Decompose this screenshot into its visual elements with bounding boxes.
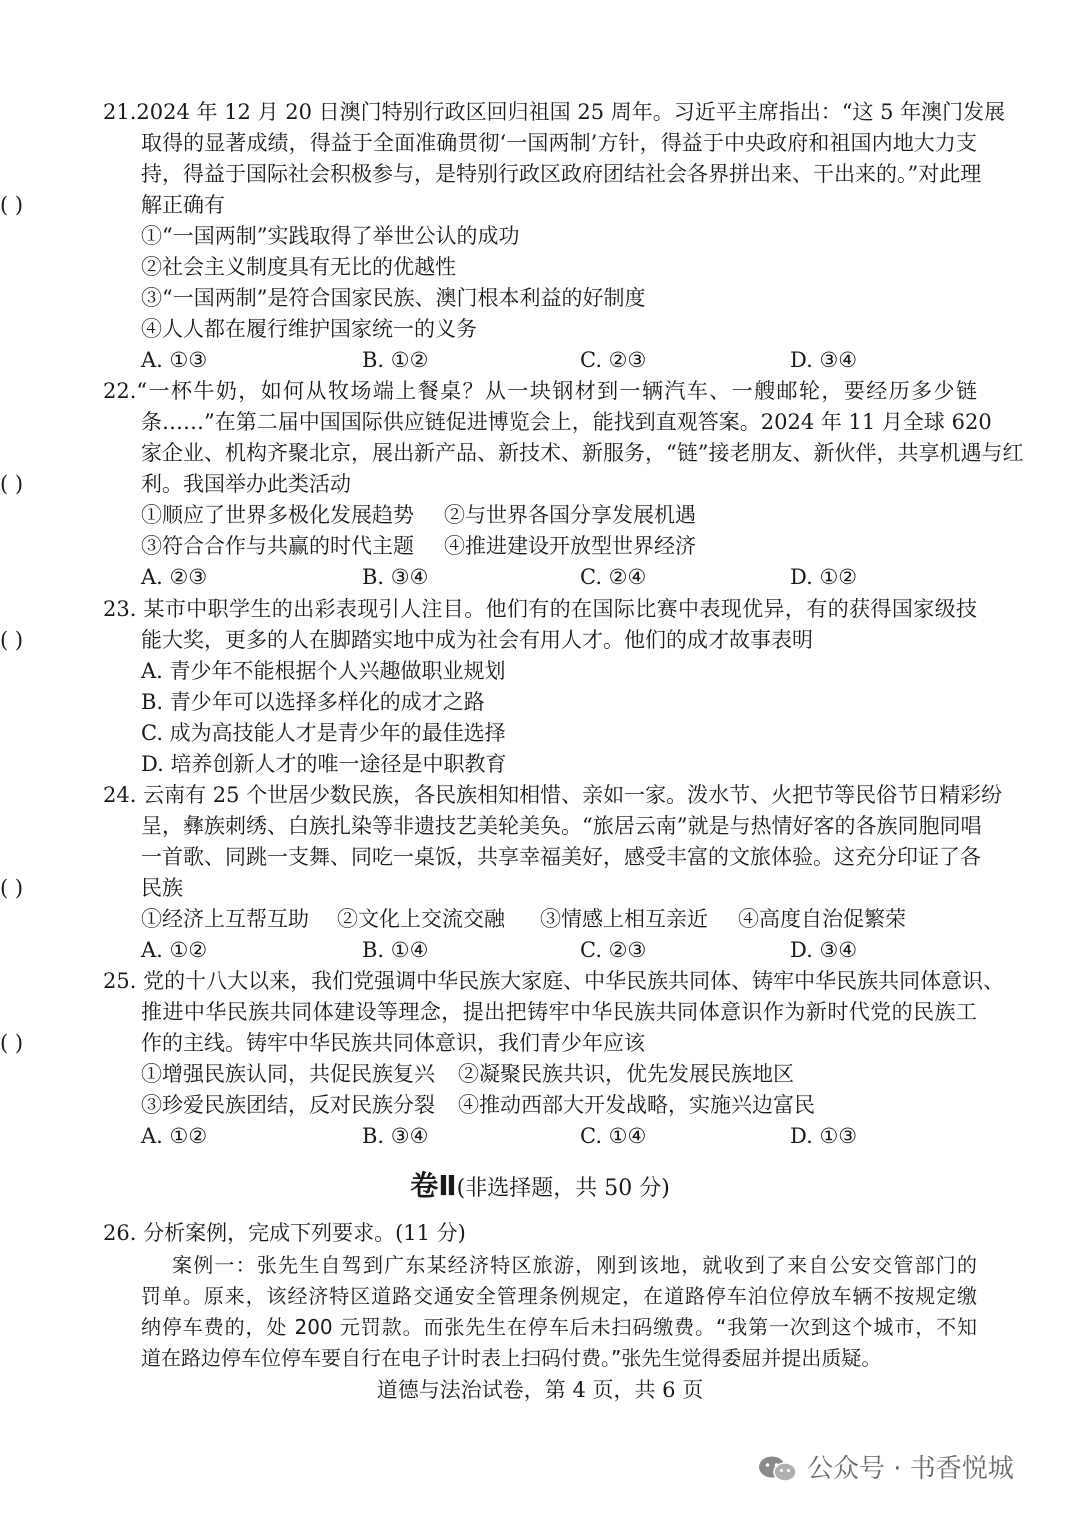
section-title <box>0 1170 1080 1205</box>
option-d: D. ①② <box>790 565 858 589</box>
watermark <box>757 1449 1057 1489</box>
option-c: C. ②④ <box>580 565 647 589</box>
question-22-line: 家企业、机构齐聚北京，展出新产品、新技术、新服务，“链”接老朋友、新伙伴，共享机遇与红 <box>141 441 1024 465</box>
statement-item: ③珍爱民族团结，反对民族分裂 <box>141 1093 435 1117</box>
option-a: A. ②③ <box>141 565 208 589</box>
case-line: 案例一：张先生自驾到广东某经济特区旅游，刚到该地，就收到了来自公安交管部门的 <box>172 1253 977 1277</box>
statement-item: ①增强民族认同，共促民族复兴 <box>141 1062 435 1086</box>
question-21-line: 21.2024 年 12 月 20 日澳门特别行政区回归祖国 25 周年。习近平主席指出：“这 5 年澳门发展 <box>103 100 1006 124</box>
option-d: D. ③④ <box>790 938 858 962</box>
statement-item: ③符合合作与共赢的时代主题 <box>141 534 414 558</box>
case-line: 罚单。原来，该经济特区道路交通安全管理条例规定，在道路停车泊位停放车辆不按规定缴 <box>141 1284 977 1308</box>
case-line: 纳停车费的，处 200 元罚款。而张先生在停车后未扫码缴费。“我第一次到这个城市，不知 <box>141 1315 977 1339</box>
option-a: A. ①② <box>141 1124 208 1148</box>
question-21-line: 解正确有 <box>141 193 225 217</box>
statement-item: ④推进建设开放型世界经济 <box>444 534 696 558</box>
option-b: B. ③④ <box>362 565 429 589</box>
statement-item: ②凝聚民族共识，优先发展民族地区 <box>458 1062 794 1086</box>
option-a: A. ①② <box>141 938 208 962</box>
statement-item: ①经济上互帮互助 <box>141 907 309 931</box>
question-26-heading: 26. 分析案例，完成下列要求。(11 分) <box>103 1221 466 1245</box>
answer-blank: ( ) <box>0 876 24 900</box>
statement-item: ②文化上交流交融 <box>337 907 505 931</box>
statement-item: ③“一国两制”是符合国家民族、澳门根本利益的好制度 <box>141 286 646 310</box>
statement-item: ④高度自治促繁荣 <box>738 907 906 931</box>
answer-blank: ( ) <box>0 628 24 652</box>
question-25-line: 推进中华民族共同体建设等理念，提出把铸牢中华民族共同体意识作为新时代党的民族工 <box>141 1000 977 1024</box>
question-21-line: 持，得益于国际社会积极参与，是特别行政区政府团结社会各界拼出来、干出来的。”对此理 <box>141 162 982 186</box>
option-c: C. ②③ <box>580 938 647 962</box>
question-22-line: 条……”在第二届中国国际供应链促进博览会上，能找到直观答案。2024 年 11 月全球 620 <box>141 410 992 434</box>
case-line: 道在路边停车位停车要自行在电子计时表上扫码付费。”张先生觉得委屈并提出质疑。 <box>141 1346 882 1370</box>
statement-item: ④人人都在履行维护国家统一的义务 <box>141 317 477 341</box>
option-a: A. ①③ <box>141 348 208 372</box>
question-24-line: 一首歌、同跳一支舞、同吃一桌饭，共享幸福美好，感受丰富的文旅体验。这充分印证了各 <box>141 845 981 869</box>
statement-item: ②社会主义制度具有无比的优越性 <box>141 255 456 279</box>
question-23-line: 23. 某市中职学生的出彩表现引人注目。他们有的在国际比赛中表现优异，有的获得国家级技 <box>103 597 977 621</box>
question-24-line: 24. 云南有 25 个世居少数民族，各民族相知相惜、亲如一家。泼水节、火把节等民俗节日精彩纷 <box>103 783 1003 807</box>
option-d: D. 培养创新人才的唯一途径是中职教育 <box>141 752 507 776</box>
option-b: B. ③④ <box>362 1124 429 1148</box>
option-a: A. 青少年不能根据个人兴趣做职业规划 <box>141 659 506 683</box>
statement-item: ④推动西部大开发战略，实施兴边富民 <box>458 1093 815 1117</box>
section-title-main: 卷Ⅱ <box>410 1169 457 1202</box>
watermark-text: 公众号 · 书香悦城 <box>807 1454 1014 1484</box>
option-c: C. ②③ <box>580 348 647 372</box>
answer-blank: ( ) <box>0 472 24 496</box>
answer-blank: ( ) <box>0 1031 24 1055</box>
question-24-line: 民族 <box>141 876 183 900</box>
option-c: C. ①④ <box>580 1124 647 1148</box>
answer-blank: ( ) <box>0 193 24 217</box>
page-footer: 道德与法治试卷，第 4 页，共 6 页 <box>376 1378 704 1402</box>
question-25-line: 作的主线。铸牢中华民族共同体意识，我们青少年应该 <box>141 1031 645 1055</box>
question-24-line: 呈，彝族刺绣、白族扎染等非遗技艺美轮美奂。“旅居云南”就是与热情好客的各族同胞同唱 <box>141 814 982 838</box>
question-21-line: 取得的显著成绩，得益于全面准确贯彻‘一国两制’方针，得益于中央政府和祖国内地大力支 <box>141 131 977 155</box>
option-d: D. ③④ <box>790 348 858 372</box>
question-25-line: 25. 党的十八大以来，我们党强调中华民族大家庭、中华民族共同体、铸牢中华民族共同体意识、 <box>103 969 1005 993</box>
option-c: C. 成为高技能人才是青少年的最佳选择 <box>141 721 506 745</box>
statement-item: ①“一国两制”实践取得了举世公认的成功 <box>141 224 520 248</box>
statement-item: ②与世界各国分享发展机遇 <box>444 503 696 527</box>
question-22-line: 22.“一杯牛奶，如何从牧场端上餐桌？从一块钢材到一辆汽车、一艘邮轮，要经历多少链 <box>103 379 977 403</box>
option-d: D. ①③ <box>790 1124 858 1148</box>
statement-item: ①顺应了世界多极化发展趋势 <box>141 503 414 527</box>
question-23-line: 能大奖，更多的人在脚踏实地中成为社会有用人才。他们的成才故事表明 <box>141 628 813 652</box>
question-22-line: 利。我国举办此类活动 <box>141 472 351 496</box>
option-b: B. ①④ <box>362 938 429 962</box>
statement-item: ③情感上相互亲近 <box>540 907 708 931</box>
option-b: B. 青少年可以选择多样化的成才之路 <box>141 690 485 714</box>
section-subtitle: (非选择题，共 50 分) <box>456 1176 670 1201</box>
option-b: B. ①② <box>362 348 429 372</box>
wechat-icon <box>757 1455 801 1483</box>
